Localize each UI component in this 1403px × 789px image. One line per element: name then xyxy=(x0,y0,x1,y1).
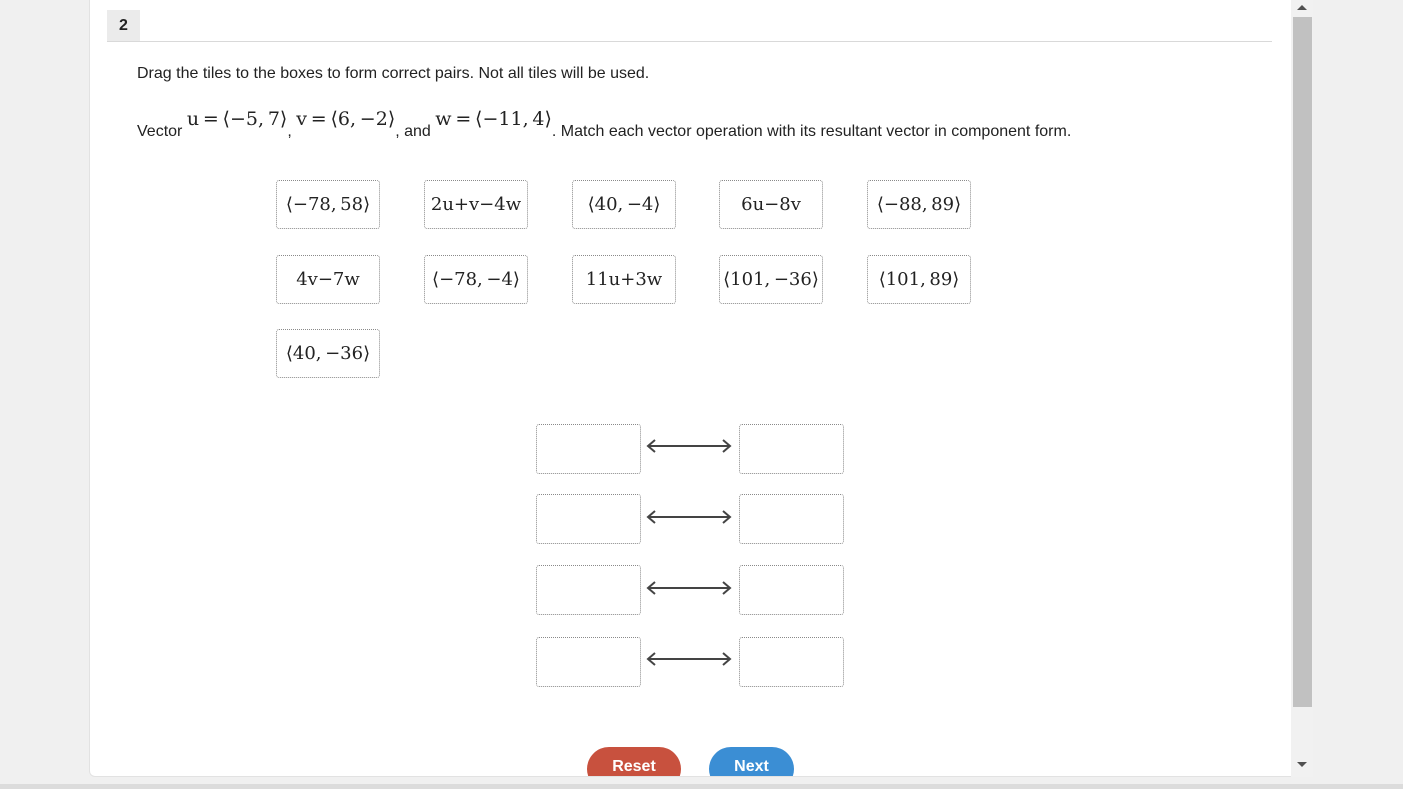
tile[interactable]: ⟨101, −36⟩ xyxy=(719,255,823,304)
drop-box-right[interactable] xyxy=(739,424,844,474)
scrollbar-thumb[interactable] xyxy=(1293,17,1312,707)
question-suffix: . Match each vector operation with its resultant vector in component form. xyxy=(551,123,1072,140)
drop-box-left[interactable] xyxy=(536,637,641,687)
drop-box-left[interactable] xyxy=(536,424,641,474)
double-arrow-icon xyxy=(645,580,733,596)
vector-u: u = ⟨−5, 7⟩ xyxy=(186,108,288,130)
question-comma: , xyxy=(287,123,292,140)
question-prefix: Vector xyxy=(137,123,183,140)
tile[interactable]: ⟨40, −36⟩ xyxy=(276,329,380,378)
vector-w: w = ⟨−11, 4⟩ xyxy=(435,108,552,130)
tile[interactable]: 2u+v−4w xyxy=(424,180,528,229)
drop-box-right[interactable] xyxy=(739,494,844,544)
double-arrow-icon xyxy=(645,651,733,667)
drop-box-right[interactable] xyxy=(739,637,844,687)
tile[interactable]: 4v−7w xyxy=(276,255,380,304)
tile[interactable]: 6u−8v xyxy=(719,180,823,229)
double-arrow-icon xyxy=(645,509,733,525)
drop-box-left[interactable] xyxy=(536,494,641,544)
tile[interactable]: ⟨101, 89⟩ xyxy=(867,255,971,304)
question-text xyxy=(137,108,1071,141)
drop-box-right[interactable] xyxy=(739,565,844,615)
tile[interactable]: ⟨−78, −4⟩ xyxy=(424,255,528,304)
tile[interactable]: 11u+3w xyxy=(572,255,676,304)
next-button[interactable]: Next xyxy=(709,747,794,777)
reset-button[interactable]: Reset xyxy=(587,747,681,777)
scroll-down-arrow-icon[interactable] xyxy=(1291,757,1313,773)
double-arrow-icon xyxy=(645,438,733,454)
vector-v: v = ⟨6, −2⟩ xyxy=(296,108,396,130)
question-and: , and xyxy=(395,123,431,140)
bottom-edge xyxy=(0,784,1403,789)
scroll-up-arrow-icon[interactable] xyxy=(1291,0,1313,16)
question-number: 2 xyxy=(107,10,140,41)
tile[interactable]: ⟨40, −4⟩ xyxy=(572,180,676,229)
divider xyxy=(107,41,1272,42)
drop-box-left[interactable] xyxy=(536,565,641,615)
question-card xyxy=(89,0,1313,777)
tile[interactable]: ⟨−78, 58⟩ xyxy=(276,180,380,229)
instruction-text: Drag the tiles to the boxes to form correct pairs. Not all tiles will be used. xyxy=(137,65,650,82)
tile[interactable]: ⟨−88, 89⟩ xyxy=(867,180,971,229)
